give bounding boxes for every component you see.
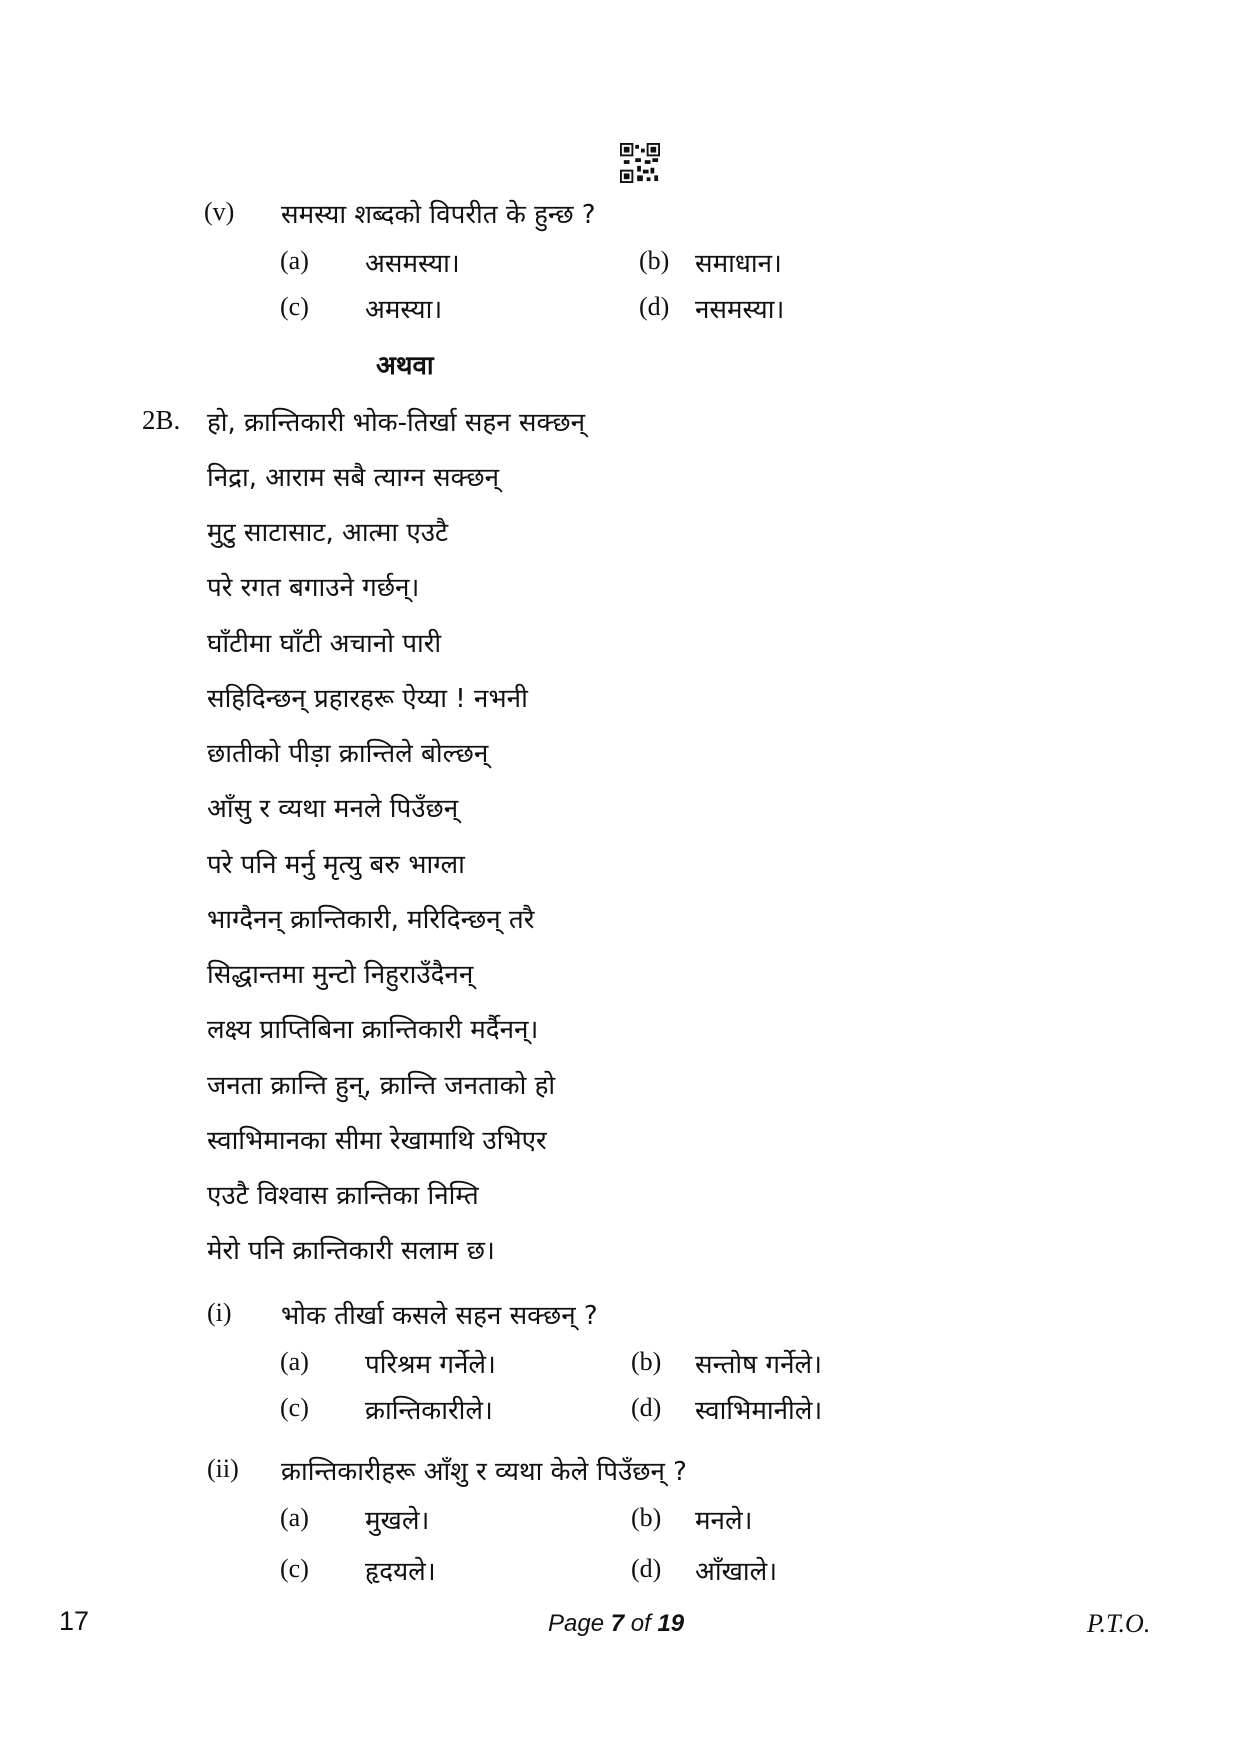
option-text: क्रान्तिकारीले। [365,1396,493,1426]
option-text: नसमस्या। [695,295,785,325]
question-text: समस्या शब्दको विपरीत के हुन्छ ? [281,200,596,230]
page-total: 19 [657,1610,685,1637]
question-text: भोक तीर्खा कसले सहन सक्छन् ? [281,1301,598,1331]
poem-line: एउटै विश्वास क्रान्तिका निम्ति [207,1181,479,1211]
option-text: परिश्रम गर्नेले। [365,1350,496,1380]
poem-line: स्वाभिमानका सीमा रेखामाथि उभिएर [207,1126,547,1156]
option-label: (a) [280,246,309,275]
poem-line: परे रगत बगाउने गर्छन्। [207,573,420,603]
page-of: of [624,1610,658,1637]
option-text: हृदयले। [365,1557,436,1587]
option-label: (d) [639,292,670,321]
page-number [548,1610,684,1638]
option-text: आँखाले। [695,1557,778,1587]
option-label: (c) [280,1393,309,1422]
paper-code: 17 [59,1606,90,1636]
poem-line: मेरो पनि क्रान्तिकारी सलाम छ। [207,1236,495,1266]
poem-line: सिद्धान्तमा मुन्टो निहुराउँदैनन् [207,960,474,990]
poem-line: निद्रा, आराम सबै त्याग्न सक्छन् [207,463,500,493]
option-text: असमस्या। [365,249,460,279]
poem-line: हो, क्रान्तिकारी भोक-तिर्खा सहन सक्छन् [207,408,585,438]
poem-line: जनता क्रान्ति हुन्, क्रान्ति जनताको हो [207,1071,556,1101]
option-label: (b) [631,1503,662,1532]
option-label: (b) [631,1347,662,1376]
option-text: स्वाभिमानीले। [695,1396,823,1426]
option-text: सन्तोष गर्नेले। [695,1350,822,1380]
question-number: (i) [207,1298,232,1327]
pto-text: P.T.O. [1087,1609,1151,1638]
poem-line: आँसु र व्यथा मनले पिउँछन् [207,794,459,824]
section-divider-text: अथवा [376,351,434,381]
poem-line: परे पनि मर्नु मृत्यु बरु भाग्ला [207,850,465,880]
question-text: क्रान्तिकारीहरू आँशु र व्यथा केले पिउँछन् ? [281,1457,687,1487]
option-label: (c) [280,1554,309,1583]
option-text: मनले। [695,1506,753,1536]
poem-line: घाँटीमा घाँटी अचानो पारी [207,629,442,659]
poem-line: मुटु साटासाट, आत्मा एउटै [207,518,449,548]
poem-line: लक्ष्य प्राप्तिबिना क्रान्तिकारी मर्दैनन्। [207,1015,539,1045]
option-label: (a) [280,1347,309,1376]
option-text: समाधान। [695,249,782,279]
poem-line: छातीको पीड़ा क्रान्तिले बोल्छन् [207,739,489,769]
page-current: 7 [610,1610,625,1637]
page-prefix: Page [548,1610,611,1637]
option-label: (a) [280,1503,309,1532]
question-number: (v) [204,197,235,226]
option-label: (b) [639,246,670,275]
option-label: (c) [280,292,309,321]
poem-line: सहिदिन्छन् प्रहारहरू ऐय्या ! नभनी [207,684,528,714]
question-number: (ii) [207,1454,239,1483]
option-text: अमस्या। [365,295,443,325]
qr-code-icon [620,143,660,183]
option-label: (d) [631,1393,662,1422]
poem-line: भाग्दैनन् क्रान्तिकारी, मरिदिन्छन् तरै [207,905,535,935]
option-text: मुखले। [365,1506,430,1536]
option-label: (d) [631,1554,662,1583]
question-number: 2B. [142,405,181,435]
